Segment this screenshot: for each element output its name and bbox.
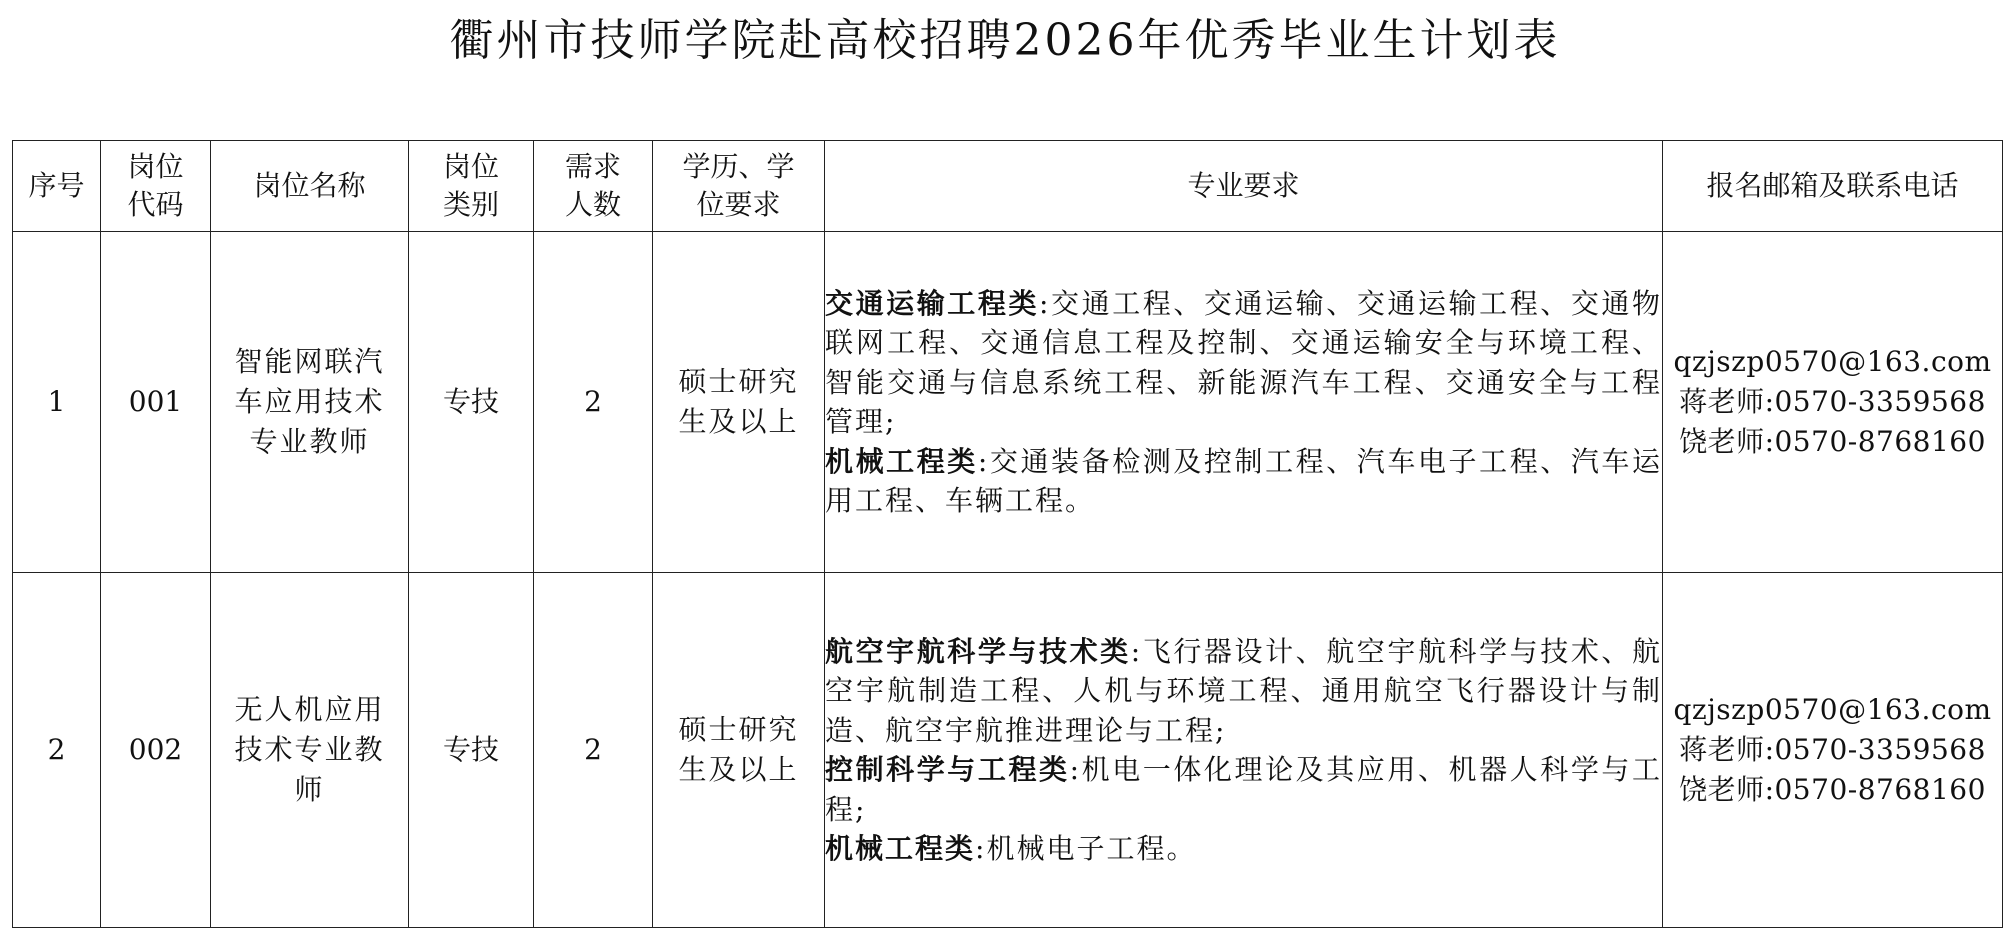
major-category: 机械工程类 [825,832,976,865]
major-list: :交通装备检测及控制工程、汽车电子工程、汽车运用工程、车辆工程。 [825,444,1662,517]
contact-cell [1663,573,2003,928]
header-headcount [534,141,653,232]
header-index [13,141,101,232]
major-group [825,442,1662,521]
post-type-cell [409,232,534,573]
row-index: 1 [47,385,66,418]
major-list: :机械电子工程。 [975,832,1197,865]
post-code: 001 [128,385,183,418]
contact-phone: 饶老师:0570-8768160 [1679,425,1986,458]
headcount: 2 [584,733,602,766]
header-post-code [101,141,211,232]
header-index-label: 序号 [28,169,85,202]
headcount-cell [534,573,653,928]
major-group [825,632,1662,751]
contact-phone: 蒋老师:0570-3359568 [1679,733,1986,766]
education-requirement: 硕士研究生及以上 [678,713,799,786]
education-cell [653,573,825,928]
major-list: :飞行器设计、航空宇航科学与技术、航空宇航制造工程、人机与环境工程、通用航空飞行器设计与制造、航空宇航推进理论与工程; [825,634,1662,747]
post-code: 002 [128,733,183,766]
major-group [825,284,1662,442]
contact-cell [1663,232,2003,573]
post-type-cell [409,573,534,928]
contact-email: qzjszp0570@163.com [1673,693,1992,726]
post-name-cell [211,573,409,928]
header-headcount-label: 需求人数 [564,150,621,221]
major-category: 控制科学与工程类 [825,753,1070,786]
contact-email: qzjszp0570@163.com [1673,345,1992,378]
header-post-name [211,141,409,232]
page-title: 衢州市技师学院赴高校招聘2026年优秀毕业生计划表 [449,15,1561,66]
headcount-cell [534,232,653,573]
row-index-cell [13,232,101,573]
post-name: 智能网联汽车应用技术专业教师 [234,345,385,458]
post-type: 专技 [442,733,499,766]
header-major [825,141,1663,232]
major-category: 交通运输工程类 [825,286,1040,320]
post-code-cell [101,232,211,573]
headcount: 2 [584,385,602,418]
table-row [13,573,2003,928]
education-requirement: 硕士研究生及以上 [678,365,799,438]
major-requirement-cell [825,573,1663,928]
recruitment-plan-table [12,140,2003,928]
post-code-cell [101,573,211,928]
education-cell [653,232,825,573]
major-category: 航空宇航科学与技术类 [825,634,1131,668]
table-row [13,232,2003,573]
major-group [825,829,1662,869]
contact-phone: 蒋老师:0570-3359568 [1679,385,1986,418]
row-index: 2 [47,733,66,766]
post-name: 无人机应用技术专业教师 [234,693,385,806]
header-post-type [409,141,534,232]
header-post-name-label: 岗位名称 [253,169,366,202]
post-name-cell [211,232,409,573]
header-education [653,141,825,232]
major-category: 机械工程类 [825,444,978,478]
major-list: :交通工程、交通运输、交通运输工程、交通物联网工程、交通信息工程及控制、交通运输安全与环境工程、智能交通与信息系统工程、新能源汽车工程、交通安全与工程管理; [825,286,1662,438]
post-type: 专技 [442,385,499,418]
table-header-row [13,141,2003,232]
header-contact [1663,141,2003,232]
contact-phone: 饶老师:0570-8768160 [1679,773,1986,806]
major-list: :机电一体化理论及其应用、机器人科学与工程; [825,753,1662,826]
header-contact-label: 报名邮箱及联系电话 [1706,169,1959,202]
header-post-type-label: 岗位类别 [442,150,499,221]
row-index-cell [13,573,101,928]
header-education-label: 学历、学位要求 [682,150,795,221]
major-group [825,750,1662,829]
header-post-code-label: 岗位代码 [127,150,184,221]
header-major-label: 专业要求 [1187,169,1300,202]
major-requirement-cell [825,232,1663,573]
